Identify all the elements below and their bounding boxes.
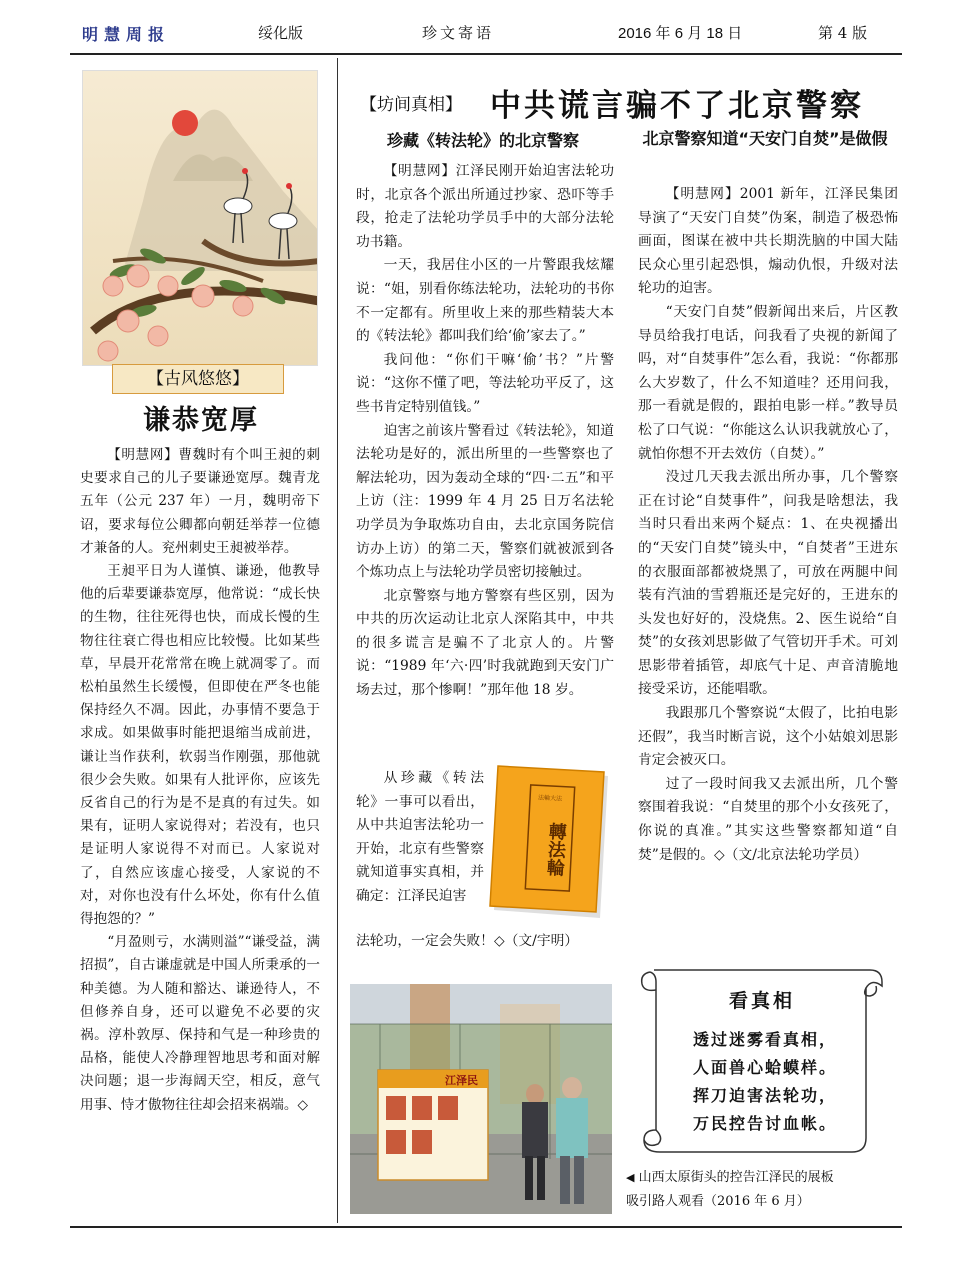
footer-rule [70,1226,902,1228]
paragraph: 过了一段时间我又去派出所，几个警察围着我说：“自焚里的那个小女孩死了，你说的真准。”其实这些警察都知道“自焚”是假的。◇（文/北京法轮功学员） [638,775,898,863]
paragraph: 【明慧网】江泽民刚开始迫害法轮功时，北京各个派出所通过抄家、恐吓等手段，抢走了法轮功学员手中的大部分法轮功书籍。 [356,163,614,250]
photo-caption [626,1166,902,1214]
column-divider [337,58,338,1223]
paragraph: 从珍藏《转法轮》一事可以看出，从中共迫害法轮功一开始，北京有些警察就知道事实真相，并确定：江泽民迫害 [356,770,484,904]
poster-title: 江泽民 [445,1074,478,1087]
caption-line: 吸引路人观看（2016 年 6 月） [626,1194,810,1209]
street-display-photo [350,984,612,1214]
paragraph: “月盈则亏，水满则溢”“谦受益，满招损”，自古谦虚就是中国人所秉承的一种美德。为人随和豁达、谦逊待人，不但修养自身，还可以避免不必要的灾祸。淳朴敦厚、保持和气是一种珍贵的品格，能使人冷静理智地思考和面对解决问题；退一步海阔天空，相反，意气用事、恃才傲物往往却会招来祸端。◇ [80,934,320,1113]
headline-tag: 【坊间真相】 [360,95,462,115]
paragraph: 一天，我居住小区的一片警跟我炫耀说：“姐，别看你练法轮功，法轮功的书你不一定都有。所里收上来的那些精装大本的《转法轮》都叫我们给‘偷’家去了。” [356,257,614,345]
caption-line: 山西太原街头的控告江泽民的展板 [638,1170,834,1185]
book-title: 轉法輪 [543,821,568,877]
headline-title: 中共谎言骗不了北京警察 [490,88,864,124]
poem-line: 挥刀迫害法轮功， [692,1086,837,1105]
scroll-title: 看真相 [728,990,795,1012]
paragraph: 王昶平日为人谨慎、谦逊，他教导他的后辈要谦恭宽厚，他常说：“成长快的生物，往往死得也快，而成长慢的生物往往衰亡得也相应比较慢。比如某些草，早晨开花常常在晚上就凋零了。而松柏虽然生长缓慢，但即使在严冬也能保持经久不凋。因此，办事情不要急于求成。如果做事时能把退缩当成前进，谦让当作获利，软弱当作刚强，那他就很少会失败。如果有人批评你，应该先反省自己的行为是不是真的有过失。如果有，证明人家说得对；若没有，也只是证明人家说得不对而已。人家说对了，自然应该虚心接受，人家说的不对，对你也没有什么坏处，你有什么值得抱怨的？” [80,563,320,928]
poem-line: 万民控告讨血帐。 [692,1114,837,1133]
page-header [70,18,900,52]
book-small-title: 法輪大法 [537,794,563,803]
main-headline [352,80,900,124]
paragraph: 迫害之前该片警看过《转法轮》，知道法轮功是好的，派出所里的一些警察也了解法轮功，因为轰动全球的“四·二五”和平上访（注：1999 年 4 月 25 日万名法轮功学员为争取炼功自由，去北京国务院信访办上访）的第二天，警察们就被派到各个炼功点上与法轮功学员密切接触过。 [356,422,614,581]
newspaper-brand: 明慧周报 [82,25,171,44]
article-a-title: 珍藏《转法轮》的北京警察 [386,131,579,150]
paragraph: 北京警察与地方警察有些区别，因为中共的历次运动让北京人深陷其中，中共的很多谎言是骗不了北京人的。片警说：“1989 年‘六·四’时我就跑到天安门广场去过，那个惨啊！”那年他 18 岁。 [356,587,614,699]
page-number: 第 4 版 [818,24,868,42]
header-rule [70,53,902,55]
article-b-body [638,183,898,867]
column-label: 珍文寄语 [422,24,495,42]
article-a-body [356,160,614,703]
paragraph: 【明慧网】曹魏时有个叫王昶的刺史要求自己的儿子要谦逊宽厚。魏青龙五年（公元 237 年）一月，魏明帝下诏，要求每位公卿都向朝廷举荐一位德才兼备的人。兖州刺史王昶被举荐。 [80,447,320,556]
left-article-body [80,444,320,1117]
paragraph: 我跟那几个警察说“太假了，比拍电影还假”，我当时断言说，这个小姑娘刘思影肯定会被灭口。 [638,705,898,769]
paragraph: “天安门自焚”假新闻出来后，片区教导员给我打电话，问我看了央视的新闻了吗，对“自焚事件”怎么看，我说：“你都那么大岁数了，什么不知道哇？还用问我，那一看就是假的，跟拍电影一样。”教导员松了口气说：“你能这么认识我就放心了，就怕你想不开去效仿（自焚）。” [638,303,898,462]
article-b-title: 北京警察知道“天安门自焚”是做假 [642,129,888,148]
poem-line: 人面兽心蛤蟆样。 [692,1058,837,1077]
section-banner: 【古风悠悠】 [112,364,284,394]
article-a-wrap-text [356,767,484,909]
paragraph: 【明慧网】2001 新年，江泽民集团导演了“天安门自焚”伪案，制造了极恐怖画面，图谋在被中共长期洗脑的中国大陆民众心里引起恐惧，煽动仇恨，升级对法轮功的迫害。 [638,186,898,297]
left-triangle-icon: ◀ [626,1171,635,1184]
paragraph: 没过几天我去派出所办事，几个警察正在讨论“自焚事件”，问我是啥想法，我当时只看出来两个疑点：1、在央视播出的“天安门自焚”镜头中，“自焚者”王进东的衣服面部都被烧黑了，可放在两腿中间装有汽油的雪碧瓶还是完好的，王进东的头发也好好的，没烧焦。2、医生说给“自焚”的女孩刘思影做了气管切开手术。可刘思影带着插管，却底气十足、声音清脆地接受采访，还能唱歌。 [638,469,898,698]
paragraph: 我问他：“你们干嘛‘偷’书？”片警说：“这你不懂了吧，等法轮功平反了，这些书肯定特别值钱。” [356,351,614,415]
scroll-poem [670,1026,860,1138]
zhuan-falun-book-image [488,762,614,922]
article-a-closing-line: 法轮功，一定会失败！◇（文/宇明） [356,933,579,949]
left-article-title: 谦恭宽厚 [143,405,259,436]
edition-label: 绥化版 [258,24,304,42]
poem-line: 透过迷雾看真相， [692,1030,837,1049]
cranes-peaches-painting [82,70,318,366]
issue-date: 2016 年 6 月 18 日 [618,25,743,42]
